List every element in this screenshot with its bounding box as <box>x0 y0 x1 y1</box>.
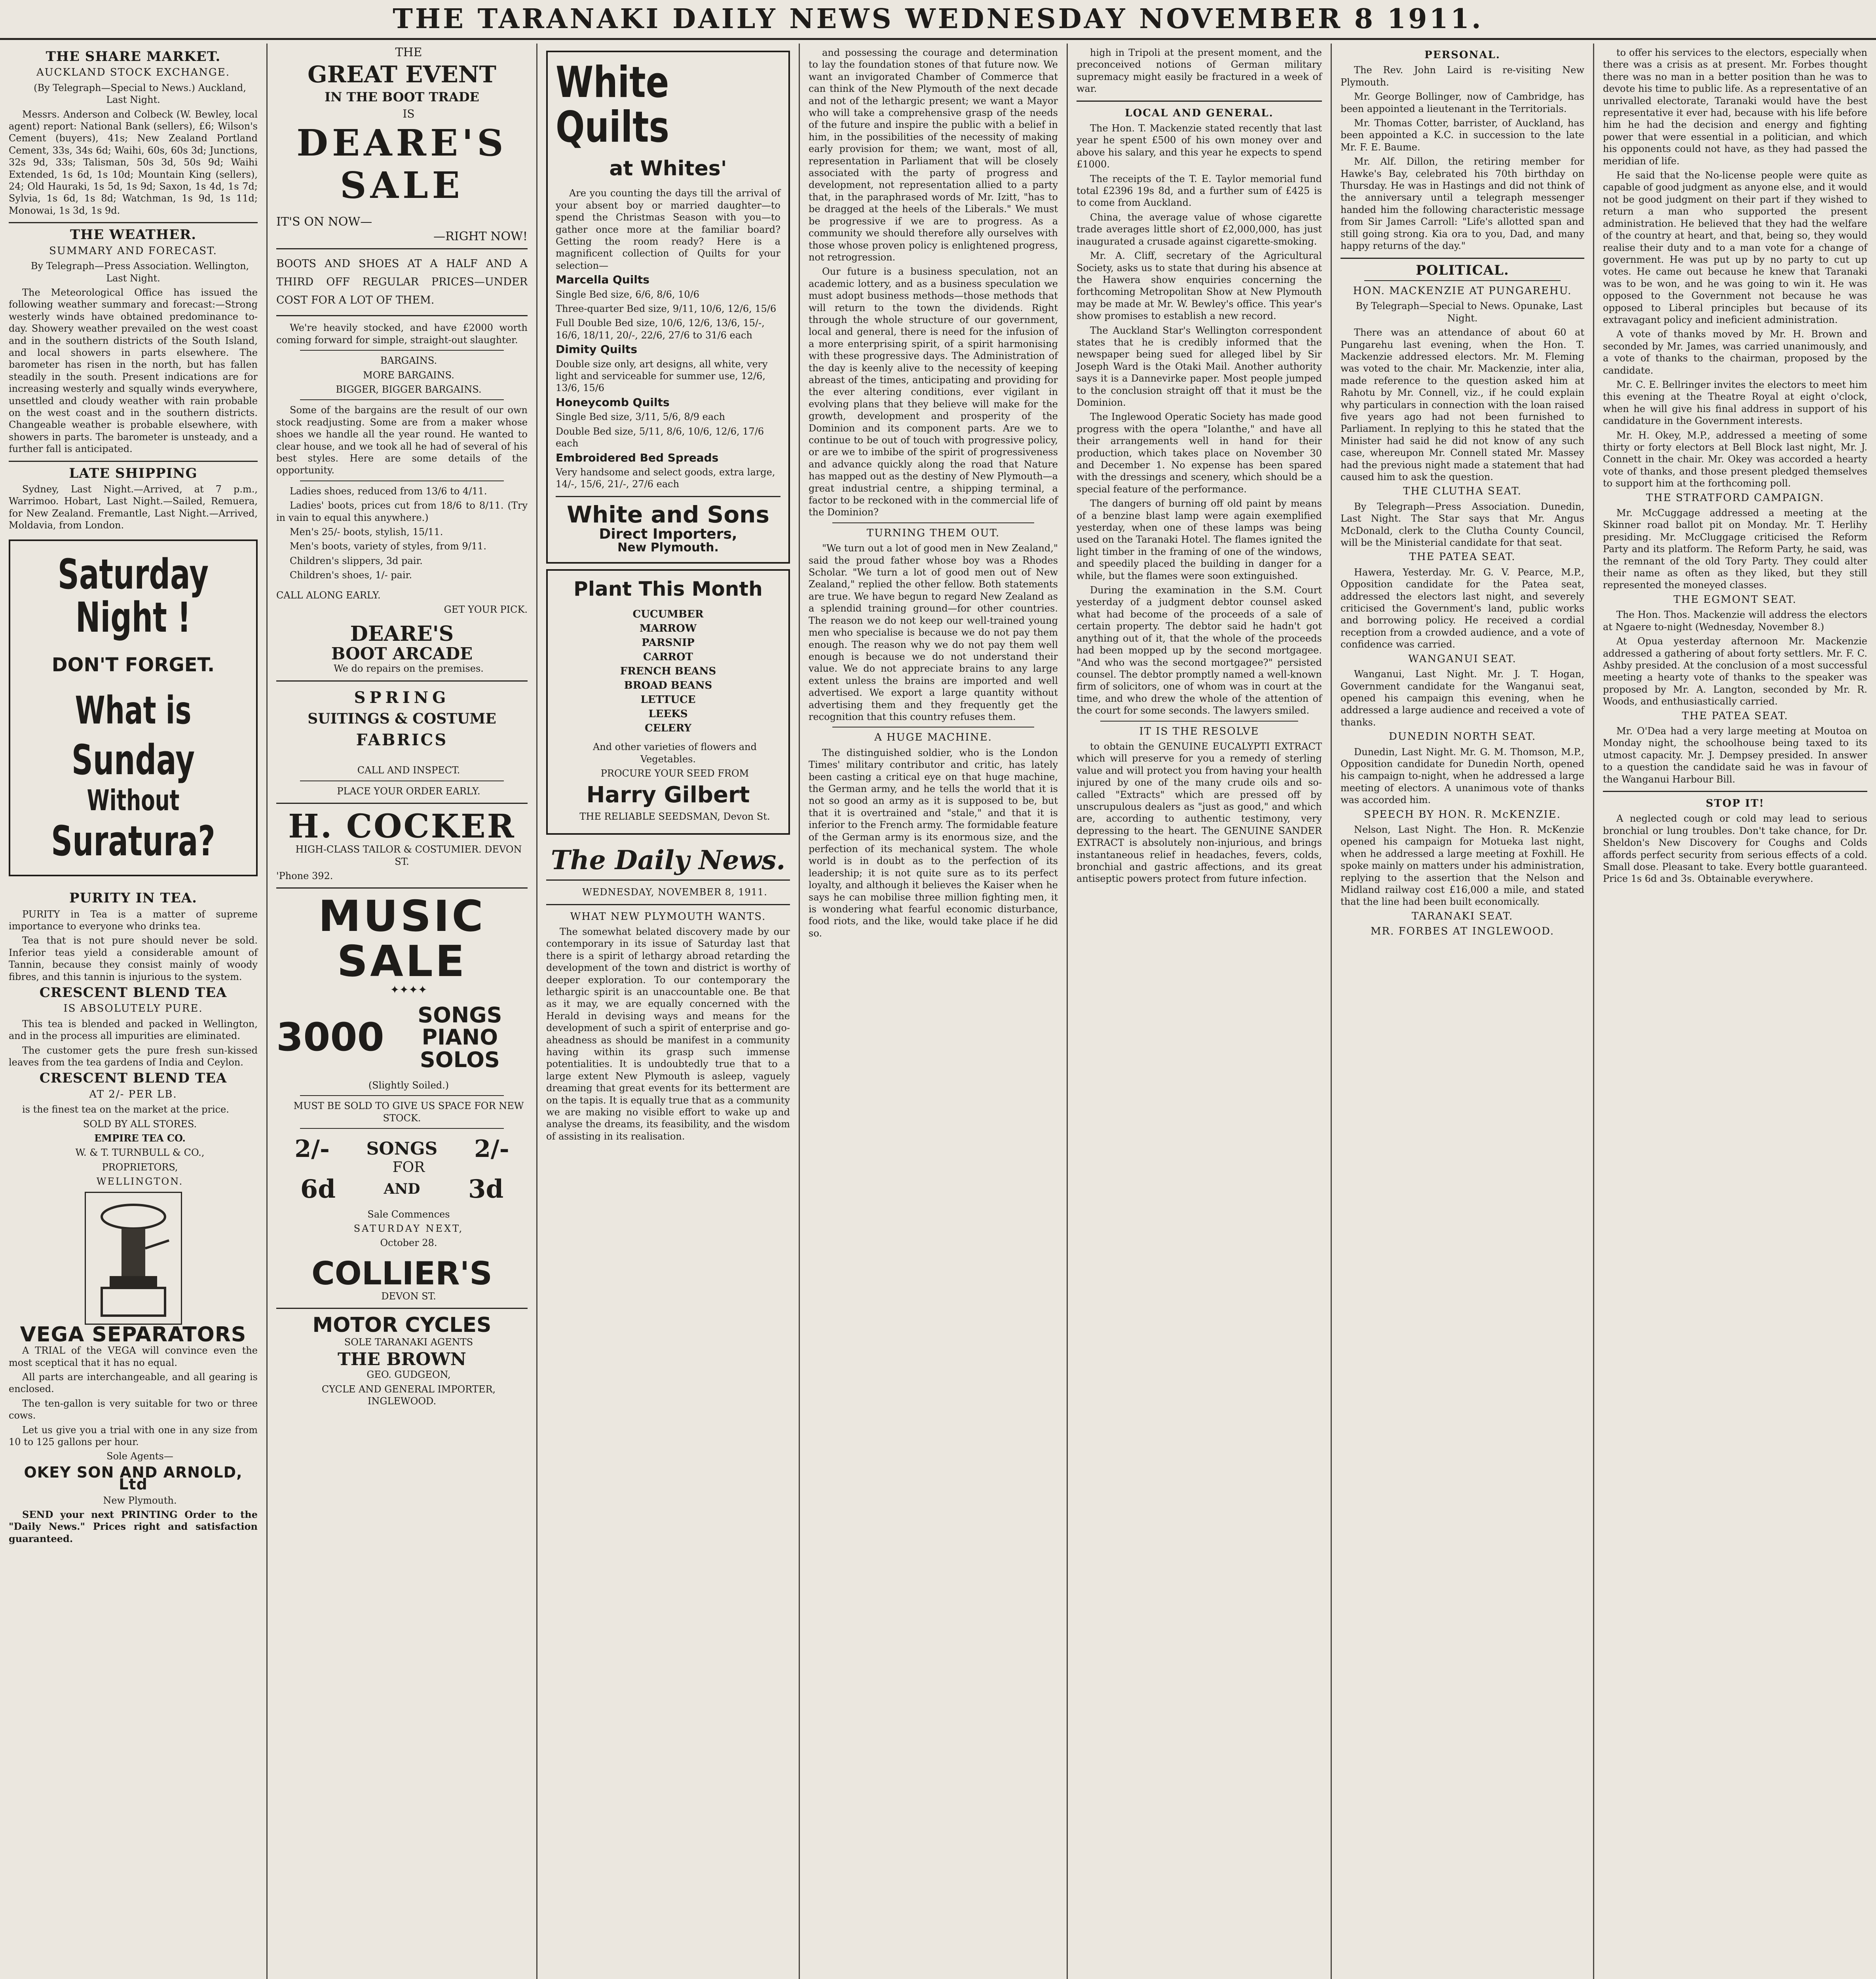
clutha-heading: THE CLUTHA SEAT. <box>1403 485 1522 498</box>
wanganui-heading: WANGANUI SEAT. <box>1408 653 1517 665</box>
price-row <box>276 1137 528 1162</box>
divider <box>1341 258 1584 259</box>
arcade-deares: DEARE'S <box>350 622 454 646</box>
must-sell-text: MUST BE SOLD TO GIVE US SPACE FOR NEW STOCK. <box>293 1100 524 1124</box>
call-inspect-text: CALL AND INSPECT. <box>357 765 460 776</box>
divider <box>276 887 528 889</box>
divider <box>1100 721 1298 722</box>
procure-text: PROCURE YOUR SEED FROM <box>600 768 749 779</box>
embroidered-heading: Embroidered Bed Spreads <box>556 451 719 464</box>
taranaki-heading: TARANAKI SEAT. <box>1411 910 1513 922</box>
divider <box>300 399 504 400</box>
at-whites-text: at Whites' <box>609 156 727 180</box>
divider <box>300 1128 504 1129</box>
ladies-shoes-text: Ladies shoes, reduced from 13/6 to 4/11. <box>290 485 487 497</box>
shipping-body: Sydney, Last Night.—Arrived, at 7 p.m., Warrimoo. Hobart, Last Night.—Sailed, Remuera, for New Zealand. Fremantle, Last Night.—Arrived, Moldavia, from London. <box>9 484 258 531</box>
divider <box>546 904 790 905</box>
turning-heading: TURNING THEM OUT. <box>866 527 1000 539</box>
price-right: 2/- <box>474 1135 509 1163</box>
vega-agents: Sole Agents— <box>106 1451 173 1462</box>
column-7 <box>1594 47 1876 1979</box>
direct-importers-text: Direct Importers, <box>599 526 737 542</box>
crescent-body: This tea is blended and packed in Wellington, and in the process all impurities are eliminated. <box>9 1018 258 1042</box>
cocker-phone: 'Phone 392. <box>276 870 333 882</box>
editorial-continued: and possessing the courage and determination to lay the foundation stones of that future now. We want an invigorated Chamber of Commerce that can think of the New Plymouth of the next decade and not of the lethargic present; we want a Mayor who will take a comprehensive grasp of the needs of the future and inspire the public with a belief in him, in the possibilities of the necessity of making early provision for them; we want, most of all, representation in Parliament that will be closely associated with the party of progress and development, not representation allied to a party that, in the paraphrased words of Mr. Izitt, "has to be dragged at the heels of the Liberals." We must be progressive if we are to progress. As a community we should therefore ally ourselves with those whose proven policy is enlightened progress, not retrogression. <box>809 47 1058 263</box>
call-early-text: CALL ALONG EARLY. <box>276 589 381 601</box>
divider <box>276 248 528 249</box>
new-plymouth-text: New Plymouth. <box>617 541 719 555</box>
gudgeon-text: GEO. GUDGEON, <box>366 1369 451 1381</box>
vega-heading: VEGA SEPARATORS <box>20 1322 247 1347</box>
vegetable-item: CARROT <box>643 651 693 663</box>
political-heading: POLITICAL. <box>1416 262 1509 278</box>
dimity-heading: Dimity Quilts <box>556 343 637 356</box>
vegetable-item: LEEKS <box>648 708 688 720</box>
bargains-text: BARGAINS. <box>380 355 437 367</box>
stratford-heading: THE STRATFORD CAMPAIGN. <box>1646 492 1825 504</box>
motor-cycles-heading: MOTOR CYCLES <box>312 1313 492 1337</box>
honeycomb-single: Single Bed size, 3/11, 5/6, 8/9 each <box>556 411 725 423</box>
patea-seat-heading: THE PATEA SEAT. <box>1682 710 1789 722</box>
local-item: During the examination in the S.M. Court yesterday of a judgment debtor counsel asked what had become of the proceeds of a sale of certain property. The debtor said he hadn't got anything out of it, that the whole of the proceeds had been mopped up by the second mortgagee. "And who was the second mortgagee?" persisted counsel. The debtor promptly named a well-known firm of solicitors, one of whom was in court at the time, and who drew the whole of the attention of the court for some seconds. The lawyers smiled. <box>1077 585 1322 716</box>
other-varieties-text: And other varieties of flowers and Vegetables. <box>592 741 757 765</box>
quilts-heading: Quilts <box>556 103 669 152</box>
weather-body: The Meteorological Office has issued the following weather summary and forecast:—Strong westerly winds have obtained predominance to-day. Showery weather prevailed on the west coast and in the southern districts of the South Island, and local showers in parts elsewhere. The barometer has risen in the north, but has fallen steadily in the south. Present indications are for increasing westerly and squally winds everywhere, unsettled and cloudy weather with rain probable on the west coast and in the southern districts. Changeable weather is probable elsewhere, with showers in parts. The barometer is unsteady, and a further fall is anticipated. <box>9 287 258 455</box>
local-item: Mr. A. Cliff, secretary of the Agricultural Society, asks us to state that during his absence at the Hawera show enquiries concerning the forthcoming Metropolitan Show at New Plymouth may be made at Mr. W. Bewley's office. This year's show promises to establish a new record. <box>1077 250 1322 322</box>
repairs-text: We do repairs on the premises. <box>334 663 484 674</box>
plant-heading: Plant This Month <box>573 577 763 600</box>
huge-machine-heading: A HUGE MACHINE. <box>874 731 992 744</box>
column-5 <box>1068 47 1331 1979</box>
editorial-heading: WHAT NEW PLYMOUTH WANTS. <box>570 910 766 923</box>
vegetable-list <box>556 607 780 735</box>
boot-arcade-heading: BOOT ARCADE <box>331 644 473 664</box>
white-heading: White <box>556 58 669 107</box>
great-event-heading: GREAT EVENT <box>308 61 496 88</box>
dont-forget-text: DON'T FORGET. <box>51 654 215 676</box>
price-row-2 <box>276 1176 528 1202</box>
saturday-text: Saturday <box>57 550 209 598</box>
share-market-body: Messrs. Anderson and Colbeck (W. Bewley, local agent) report: National Bank (sellers), £6; Wilson's Cement (buyers), 41s; New Zealand Portland Cement, 33s, 34s 6d; Waihi, 60s, 60s 3d; Junctions, 32s 9d, 33s; Talisman, 50s 3d, 50s 9d; Waihi Extended, 1s 6d, 1s 10d; Mountain King (sellers), 24; Old Hauraki, 1s 5d, 1s 9d; Saxon, 1s 4d, 1s 7d; Sylvia, 1s 6d, 1s 8d; Watchman, 1s 9d, 1s 11d; Monowai, 1s 3d, 1s 9d. <box>9 108 258 216</box>
divider <box>276 680 528 682</box>
cocker-sub: HIGH-CLASS TAILOR & COSTUMIER. DEVON ST. <box>295 844 522 867</box>
fabrics-heading: FABRICS <box>356 731 448 750</box>
personal-item: Mr. Alf. Dillon, the retiring member for Hawke's Bay, celebrated his 70th birthday on Thursday. He was in Hastings and did not think of the anniversary until a telegraph messenger handed him the following characteristic message from Sir James Carroll: "Life's allotted span and still going strong. Kia ora to you, Dad, and many happy returns of the day." <box>1341 156 1584 252</box>
crescent-price-heading: CRESCENT BLEND TEA <box>39 1070 227 1086</box>
songs-text: SONGS <box>418 1002 502 1027</box>
dateline: WEDNESDAY, NOVEMBER 8, 1911. <box>582 887 767 898</box>
marcella-double: Full Double Bed size, 10/6, 12/6, 13/6, 15/-, 16/6, 18/11, 20/-, 22/6, 27/6 to 31/6 each <box>556 317 765 341</box>
crescent-price: AT 2/- PER LB. <box>89 1088 177 1100</box>
honeycomb-heading: Honeycomb Quilts <box>556 395 670 409</box>
seedsman-text: THE RELIABLE SEEDSMAN, Devon St. <box>579 811 770 822</box>
music-sale-heading: SALE <box>337 936 467 986</box>
clutha-body: By Telegraph—Press Association. Dunedin, Last Night. The Star says that Mr. Angus McDonald, clerk to the Clutha County Council, will be the Ministerial candidate for that seat. <box>1341 501 1584 549</box>
music-heading: MUSIC <box>318 892 486 942</box>
egmont-body: The Hon. Thos. Mackenzie will address the electors at Ngaere to-night (Wednesday, November 8.) <box>1603 609 1867 632</box>
local-item: The receipts of the T. E. Taylor memorial fund total £2396 19s 8d, and a further sum of £425 is to come from Auckland. <box>1077 173 1322 209</box>
resolve-heading: IT IS THE RESOLVE <box>1139 725 1259 737</box>
sale-commences: Sale Commences <box>367 1208 450 1220</box>
marcella-heading: Marcella Quilts <box>556 273 649 287</box>
forbes-continued: to offer his services to the electors, especially when there was a crisis as at present. Mr. Forbes thought there was no man in a better position than he was to devote his time to public life. As a representative of an unrivalled electorate, Taranaki would have the best representative it ever had, because with his life before him he had the decision and energy and fighting power that were essential in a politician, and which his opponents could not have, as they had passed the meridian of life. <box>1603 47 1867 167</box>
honeycomb-double: Double Bed size, 5/11, 8/6, 10/6, 12/6, 17/6 each <box>556 425 764 449</box>
vega-body-2: All parts are interchangeable, and all gearing is enclosed. <box>9 1371 258 1395</box>
personal-item: Mr. George Bollinger, now of Cambridge, has been appointed a lieutenant in the Territorials. <box>1341 91 1584 114</box>
without-text: Without <box>87 784 180 817</box>
more-bargains-text: MORE BARGAINS. <box>363 369 454 381</box>
stocked-text: We're heavily stocked, and have £2000 worth coming forward for simple, straight-out slaughter. <box>276 322 528 346</box>
sale-heading: SALE <box>340 163 464 207</box>
white-and-sons-heading: White and Sons <box>567 501 769 528</box>
empire-line-1: EMPIRE TEA CO. <box>94 1132 186 1144</box>
cough-advert: A neglected cough or cold may lead to serious bronchial or lung troubles. Don't take chance, for Dr. Sheldon's New Discovery for Coughs and Colds affords perfect security from serious effects of a cold. Small dose. Pleasant to take. Every bottle guaranteed. Price 1s 6d and 3s. Obtainable everywhere. <box>1603 813 1867 885</box>
dimity-text: Double size only, art designs, all white, very light and serviceable for summer use, 12/6, 13/6, 15/6 <box>556 358 768 394</box>
personal-item: Mr. Thomas Cotter, barrister, of Auckland, has been appointed a K.C. in succession to the late Mr. F. E. Baume. <box>1341 118 1584 153</box>
egmont-heading: THE EGMONT SEAT. <box>1673 593 1797 606</box>
vegetable-item: BROAD BEANS <box>624 680 712 692</box>
vegetable-item: LETTUCE <box>640 694 696 706</box>
separator-icon <box>86 1193 181 1324</box>
quilts-intro: Are you counting the days till the arrival of your absent boy or married daughter—to spend the Christmas Season with you—to gather once more at the familiar board? Getting the room ready? Here is a magnificent collection of Quilts for your selection— <box>556 188 780 271</box>
price-3d: 3d <box>468 1174 504 1204</box>
local-item: The Hon. T. Mackenzie stated recently that last year he spent £500 of his own money over and above his salary, and this year he expects to spend £1000. <box>1077 123 1322 170</box>
harry-gilbert-heading: Harry Gilbert <box>586 782 750 808</box>
mckenzie-body: Nelson, Last Night. The Hon. R. McKenzie opened his campaign for Motueka last night, when he addressed a large meeting at Foxhill. He spoke mainly on matters under his administration, replying to the assertion that the Nelson and Midland railway cost £16,000 a mile, and stated that the line had been built economically. <box>1341 824 1584 908</box>
patea-heading: THE PATEA SEAT. <box>1409 551 1516 563</box>
divider <box>1077 101 1322 102</box>
divider <box>9 461 258 462</box>
masthead-title: THE TARANAKI DAILY NEWS WEDNESDAY NOVEMBER 8 1911. <box>393 3 1483 35</box>
pungarehu-heading: HON. MACKENZIE AT PUNGAREHU. <box>1353 285 1572 297</box>
divider <box>276 1308 528 1309</box>
mens-variety-text: Men's boots, variety of styles, from 9/11. <box>290 541 486 552</box>
forbes-heading: MR. FORBES AT INGLEWOOD. <box>1370 925 1555 938</box>
column-3 <box>537 47 799 1979</box>
divider <box>832 522 1034 523</box>
daily-news-title: The Daily News. <box>551 844 786 876</box>
editorial-continued-2: Our future is a business speculation, not an academic lottery, and as a business speculation we must adopt business methods—those methods that will return to the town the dividends. Right through the whole structure of our government, local and general, there is need for the infusion of a more enterprising spirit, of a spirit harmonising with these progressive days. The Administration of the day is keenly alive to the necessity of keeping abreast of the times, anticipating and providing for the ever altering conditions, ever vigilant in evolving plans that they believe will make for the growth, development and prosperity of the Dominion and its component parts. Are we to continue to be out of touch with progressive policy, or are we to imbibe of the spirit of progressiveness and advance quickly along the road that Nature has mapped out as the destiny of New Plymouth—a great industrial centre, a shipping terminal, a factor to be reckoned with in the commercial life of the Dominion? <box>809 266 1058 518</box>
empire-line-2: W. & T. TURNBULL & CO., <box>75 1147 205 1159</box>
empire-line-4: WELLINGTON. <box>96 1176 184 1187</box>
vegetable-item: MARROW <box>639 623 697 635</box>
suratura-text: Suratura? <box>51 817 215 865</box>
marcella-single: Single Bed size, 6/6, 8/6, 10/6 <box>556 289 700 300</box>
masthead <box>0 0 1876 40</box>
devon-street: DEVON ST. <box>381 1290 436 1302</box>
deare-is: IS <box>403 107 415 120</box>
price-6d: 6d <box>300 1174 336 1204</box>
shipping-heading: LATE SHIPPING <box>69 465 197 481</box>
divider <box>276 315 528 316</box>
price-songs: SONGS <box>366 1139 438 1159</box>
printing-advert: SEND your next PRINTING Order to the "Daily News." Prices right and satisfaction guaranteed. <box>9 1508 258 1544</box>
vegetable-item: CUCUMBER <box>632 608 704 621</box>
local-item: The Inglewood Operatic Society has made good progress with the opera "Iolanthe," and have all their arrangements well in hand for their production, which takes place on November 30 and December 1. No expense has been spared with the dressings and scenery, which should be a special feature of the performance. <box>1077 411 1322 495</box>
saturday-night-advert <box>9 539 258 877</box>
vote-of-thanks: A vote of thanks moved by Mr. H. Brown and seconded by Mr. James, was carried unanimously, and a vote of thanks to the chairman, proposed by the candidate. <box>1603 329 1867 376</box>
vega-body-3: The ten-gallon is very suitable for two or three cows. <box>9 1398 258 1421</box>
egmont-body-2: At Opua yesterday afternoon Mr. Mackenzie addressed a gathering of about forty settlers. Mr. F. C. Ashby presided. At the conclusion of a most successful meeting a hearty vote of thanks to the speaker was proposed by Mr. A. Langton, seconded by Mr. R. Woods, and enthusiastically carried. <box>1603 636 1867 707</box>
spring-heading: SPRING <box>354 688 450 707</box>
okey-heading: OKEY SON AND ARNOLD, Ltd <box>24 1463 243 1493</box>
crescent-heading: CRESCENT BLEND TEA <box>39 985 227 1001</box>
weather-byline: By Telegraph—Press Association. Wellington, Last Night. <box>30 260 249 284</box>
local-item: China, the average value of whose cigarette trade averages little short of £2,000,000, has just inaugurated a crusade against cigarette-smoking. <box>1077 211 1322 247</box>
cocker-heading: H. COCKER <box>288 807 516 846</box>
divider <box>300 1095 504 1096</box>
plant-this-month-advert <box>546 569 790 835</box>
column-2 <box>268 47 536 1979</box>
stars-ornament: ✦✦✦✦ <box>390 983 427 997</box>
empire-line-3: PROPRIETORS, <box>102 1161 178 1173</box>
patea-body: Hawera, Yesterday. Mr. G. V. Pearce, M.P., Opposition candidate for the Patea seat, addressed the electors last night, and severely criticised the Government's land, public works and borrowing policy. He received a cordial reception from a crowded audience, and a vote of confidence was carried. <box>1341 566 1584 650</box>
weather-heading: THE WEATHER. <box>70 227 197 243</box>
white-quilts-advert <box>546 51 790 564</box>
share-market-byline: (By Telegraph—Special to News.) Auckland, Last Night. <box>34 82 246 106</box>
pungarehu-body: There was an attendance of about 60 at Pungarehu last evening, when the Hon. T. Mackenzie addressed electors. Mr. M. Fleming was voted to the chair. Mr. Mackenzie, inter alia, made reference to the question asked him at Rahotu by Mr. Connell, viz., if he could explain why particulars in connection with the loan raised five years ago had not been furnished to Parliament. In replying to this he stated that the Minister had said he did not know of any such case, whereupon Mr. Connell stated Mr. Massey had the previous night made a statement that had caused him to ask the question. <box>1341 327 1584 482</box>
divider <box>9 222 258 223</box>
sunday-text: Sunday <box>71 736 195 784</box>
embroidered-text: Very handsome and select goods, extra large, 14/-, 15/6, 21/-, 27/6 each <box>556 466 775 490</box>
place-order-text: PLACE YOUR ORDER EARLY. <box>337 785 480 797</box>
local-general-heading: LOCAL AND GENERAL. <box>1125 107 1274 119</box>
for-text: FOR <box>392 1159 425 1176</box>
purity-body-2: Tea that is not pure should never be sold. Inferior teas yield a considerable amount of Tannin, because they consist mainly of woody fibres, and this tannin is injurious to the system. <box>9 935 258 982</box>
ladies-boots-text: Ladies' boots, prices cut from 18/6 to 8/11. (Try in vain to equal this anywhere.) <box>276 500 528 523</box>
stop-it-heading: STOP IT! <box>1705 797 1765 809</box>
divider <box>556 496 780 497</box>
on-now-text: IT'S ON NOW— <box>276 215 372 229</box>
songs-banner <box>276 1004 528 1071</box>
saturday-next: SATURDAY NEXT, <box>353 1223 464 1234</box>
vegetable-item: CELERY <box>645 722 691 735</box>
divider <box>300 350 504 351</box>
what-is-text: What is <box>75 688 192 733</box>
deares-heading: DEARE'S <box>296 122 507 165</box>
colliers-heading: COLLIER'S <box>311 1255 492 1292</box>
october-date: October 28. <box>380 1237 437 1249</box>
column-4 <box>800 47 1067 1979</box>
column-6 <box>1332 47 1593 1979</box>
personal-heading: PERSONAL. <box>1424 49 1500 61</box>
share-market-heading: THE SHARE MARKET. <box>46 49 221 65</box>
some-bargains-text: Some of the bargains are the result of our own stock readjusting. Some are from a maker whose shoes we handle all the year round. He wanted to clear house, and we took all he had of several of his best styles. Here are some details of the opportunity. <box>276 405 528 476</box>
editorial-body: The somewhat belated discovery made by our contemporary in its issue of Saturday last that there is a spirit of lethargy abroad retarding the development of the town and district is worthy of deeper exploration. To our contemporary the lethargic spirit is an unaccountable one. Be that as it may, we are equally concerned with the Herald in devising ways and means for the development of such a spirit of enterprise and go-aheadness as should be manifest in a community having within its grasp such immense potentialities. It is undoubtedly true that to a large extent New Plymouth is asleep, vaguely dreaming that great events for its betterment are on the tapis. It is equally true that as a community we are making no visible effort to wake up and analyse the dreams, its feasibility, and the wisdom of assisting in its realisation. <box>546 926 790 1142</box>
the-brown-heading: THE BROWN <box>338 1349 466 1370</box>
separator-machine-illustration <box>85 1192 182 1325</box>
local-item: The dangers of burning off old paint by means of a benzine blast lamp were again exemplified yesterday, when one of these lamps was being used on the Taranaki Hotel. The flames ignited the light timber in the framing of one of the windows, and speedily placed the building in danger for a while, but the flames were soon extinguished. <box>1077 498 1322 581</box>
continued-text: high in Tripoli at the present moment, and the preconceived notions of German military supremacy might easily be fractured in a week of war. <box>1077 47 1322 95</box>
vega-body: A TRIAL of the VEGA will convince even the most sceptical that it has no equal. <box>9 1345 258 1368</box>
divider <box>1364 280 1561 281</box>
purity-heading: PURITY IN TEA. <box>69 890 197 906</box>
dunedin-heading: DUNEDIN NORTH SEAT. <box>1388 731 1536 743</box>
weather-subheading: SUMMARY AND FORECAST. <box>49 245 217 257</box>
childrens-slippers-text: Children's slippers, 3d pair. <box>290 555 423 566</box>
night-text: Night ! <box>75 593 191 642</box>
sole-agents: SOLE TARANAKI AGENTS <box>344 1336 473 1348</box>
personal-item: The Rev. John Laird is re-visiting New Plymouth. <box>1341 65 1584 88</box>
boot-trade-text: IN THE BOOT TRADE <box>325 89 479 105</box>
piano-solos-text: PIANO SOLOS <box>420 1025 500 1072</box>
sold-text: SOLD BY ALL STORES. <box>83 1118 197 1130</box>
right-now-text: —RIGHT NOW! <box>433 229 528 243</box>
price-left: 2/- <box>294 1135 330 1163</box>
crescent-body-2: The customer gets the pure fresh sun-kissed leaves from the tea gardens of India and Ceylon. <box>9 1045 258 1068</box>
bigger-bargains-text: BIGGER, BIGGER BARGAINS. <box>336 384 482 395</box>
wanganui-body: Wanganui, Last Night. Mr. J. T. Hogan, Government candidate for the Wanganui seat, opened his campaign this evening, when he addressed a large audience and received a vote of thanks. <box>1341 669 1584 728</box>
half-and-third-text: BOOTS AND SHOES AT A HALF AND A THIRD OFF REGULAR PRICES—UNDER COST FOR A LOT OF THEM. <box>276 258 528 307</box>
column-1 <box>0 47 266 1979</box>
suitings-heading: SUITINGS & COSTUME <box>308 710 496 727</box>
get-pick-text: GET YOUR PICK. <box>444 604 528 615</box>
pungarehu-byline: By Telegraph—Special to News. Opunake, Last Night. <box>1356 300 1583 324</box>
okey-town: New Plymouth. <box>103 1495 177 1506</box>
childrens-shoes-text: Children's shoes, 1/- pair. <box>290 570 412 581</box>
deare-the: THE <box>395 47 422 59</box>
marcella-three-quarter: Three-quarter Bed size, 9/11, 10/6, 12/6, 15/6 <box>556 303 777 315</box>
crescent-subheading: IS ABSOLUTELY PURE. <box>63 1003 203 1015</box>
share-market-subheading: AUCKLAND STOCK EXCHANGE. <box>36 66 230 79</box>
and-text: AND <box>384 1181 420 1197</box>
divider <box>276 803 528 804</box>
turning-body: "We turn out a lot of good men in New Zealand," said the proud father whose boy was a Rhodes Scholar. "We turn a lot of good men out of New Zealand," replied the other fellow. Both statements are true. We have begun to regard New Zealand as a splendid training ground—for other countries. The reason we do not keep our well-trained young men who specialise is because we do not pay them enough. The reason why we do not pay them well enough is because we do not understand their value. We do not appreciate brains to any large extent unless the brains are imported and well advertised. We export a large quantity without advertising them and they frequently get the recognition that this country refuses them. <box>809 543 1058 722</box>
okey-item: Mr. H. Okey, M.P., addressed a meeting of some thirty or forty electors at Bell Block last night, Mr. J. Connett in the chair. Mr. Okey was accorded a hearty vote of thanks, and those present pledged themselves to support him at the forthcoming poll. <box>1603 429 1867 489</box>
purity-body: PURITY in Tea is a matter of supreme importance to everyone who drinks tea. <box>9 908 258 932</box>
eucalypti-advert: to obtain the GENUINE EUCALYPTI EXTRACT which will preserve for you a remedy of sterling value and will protect you from having your health injured by one of the many crude oils and so-called "Extracts" which are pressed off by unscrupulous dealers as "just as good," and which are, according to authentic testimony, very depressing to the heart. The GENUINE SANDER EXTRACT is absolutely non-injurious, and brings instantaneous relief in headaches, fevers, colds, bronchial and gastric affections, and its great antiseptic powers protect from future infection. <box>1077 741 1322 885</box>
bellringer-item: Mr. C. E. Bellringer invites the electors to meet him this evening at the Theatre Royal at eight o'clock, when he will give his final address in support of his candidature in the Government interests. <box>1603 379 1867 427</box>
cycle-importer-text: CYCLE AND GENERAL IMPORTER, INGLEWOOD. <box>321 1383 496 1407</box>
divider <box>1603 791 1867 792</box>
vegetable-item: PARSNIP <box>642 637 695 649</box>
vega-body-4: Let us give you a trial with one in any size from 10 to 125 gallons per hour. <box>9 1424 258 1447</box>
patea-seat-body: Mr. O'Dea had a very large meeting at Moutoa on Monday night, the schoolhouse being taxed to its utmost capacity. Mr. J. Dempsey presided. In answer to a question the candidate said he was in favour of the Wanganui Harbour Bill. <box>1603 725 1867 785</box>
local-item: The Auckland Star's Wellington correspondent states that he is credibly informed that the newspaper being sued for alleged libel by Sir Joseph Ward is the Otaki Mail. Another authority says it is a Dannevirke paper. Most people jumped to the conclusion straight off that it must be the Dominion. <box>1077 325 1322 408</box>
vegetable-item: FRENCH BEANS <box>620 665 716 678</box>
dunedin-body: Dunedin, Last Night. Mr. G. M. Thomson, M.P., Opposition candidate for Dunedin North, opened his campaign to-night, when he addressed a large meeting of electors. A unanimous vote of thanks was accorded him. <box>1341 746 1584 806</box>
count-3000: 3000 <box>276 1015 384 1060</box>
soiled-text: (Slightly Soiled.) <box>368 1079 449 1091</box>
stratford-body: Mr. McCuggage addressed a meeting at the Skinner road ballot pit on Monday. Mr. T. Herlihy presiding. Mr. McCluggage criticised the Reform Party and its platform. The Reform Party, he said, was the remnant of the old Tory Party. They could alter their name as often as they liked, but they still represented the moneyed classes. <box>1603 507 1867 591</box>
mckenzie-heading: SPEECH BY HON. R. McKENZIE. <box>1364 808 1561 820</box>
forbes-continued-2: He said that the No-license people were quite as capable of good judgment as anyone else, and it would not be good judgment on their part if they wished to return a man who supported the present administration. He believed that they had the welfare of the country at heart, and that, being so, they would realise their duty and to a man vote for a change of government. He was put up by no party to cut up votes. He came out because he knew that Taranaki was to be won, and he was going to win it. He was opposed to the Government not because he was opposed to Liberal principles but because of its extravagant policy and ineficient administration. <box>1603 170 1867 325</box>
divider <box>546 879 790 881</box>
crescent-price-body: is the finest tea on the market at the price. <box>22 1104 229 1115</box>
mens-boots-text: Men's 25/- boots, stylish, 15/11. <box>290 526 443 537</box>
huge-machine-body: The distinguished soldier, who is the London Times' military contributor and critic, has lately been casting a critical eye on that huge machine, the German army, and he tells the world that it is not so good an army as it is supposed to be, but that it is overtrained and "stale," and that it is inferior to the French army. The formidable feature of the German army is its enormous size, and the perfection of its mechanical system. The whole world is in doubt as to the perfection of its leadership; it is not quite sure as to its perfect loyalty, and although it believes the Kaiser when he says he can mobilise three million fighting men, it is wondering what fearful economic disturbance, food riots, and the like, would take place if he did so. <box>809 747 1058 939</box>
